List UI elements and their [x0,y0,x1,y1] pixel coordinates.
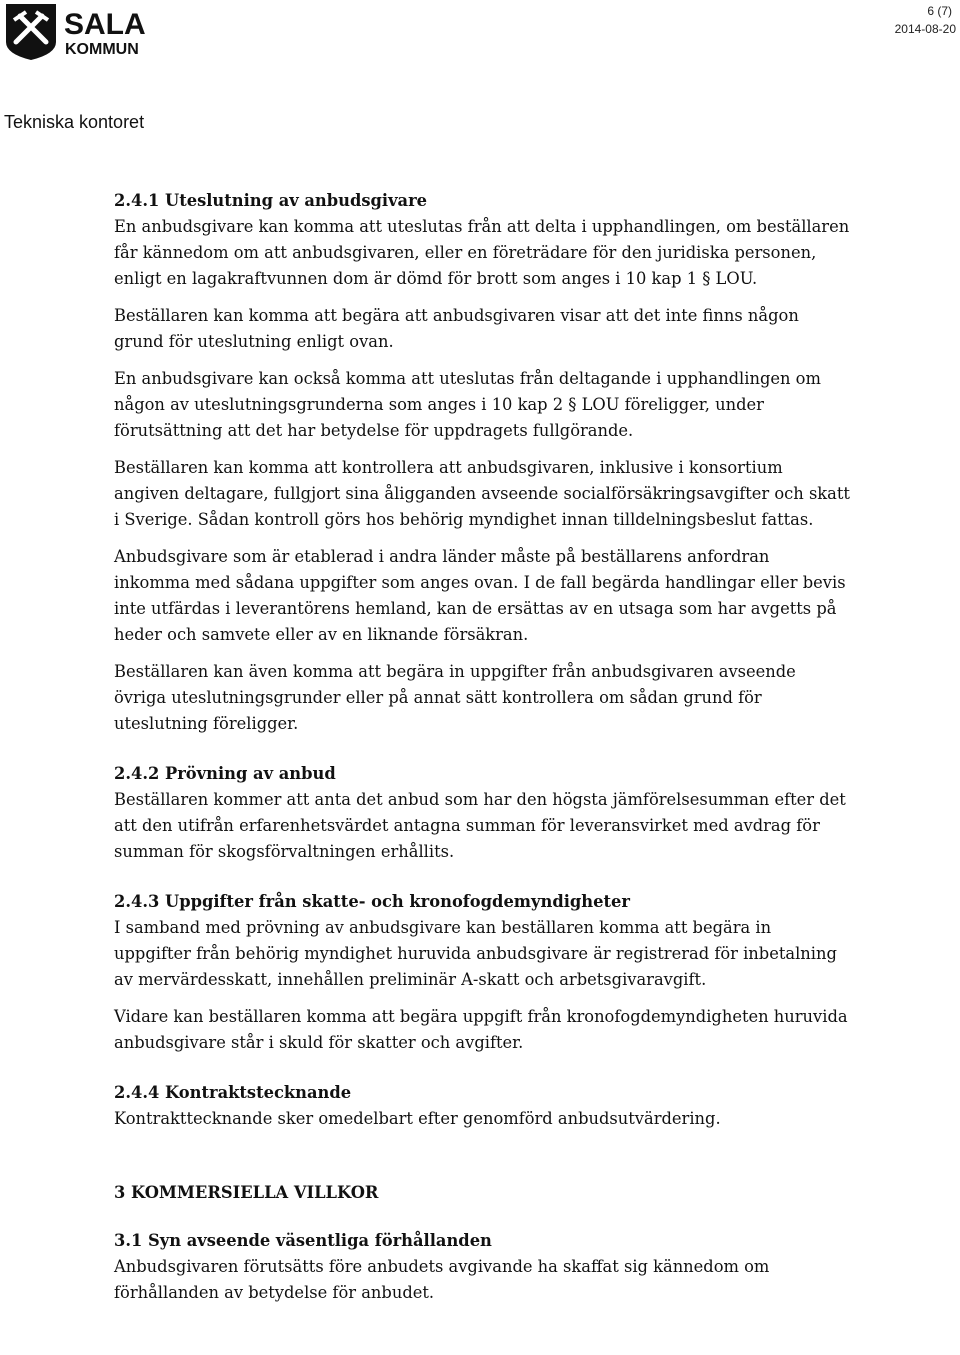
page-number: 6 (7) [927,4,952,18]
logo-sala-text: SALA [64,8,146,41]
logo-kommun-text: KOMMUN [65,41,139,58]
document-date: 2014-08-20 [894,22,956,36]
logo-emblem-icon [4,2,154,62]
paragraph: Beställaren kommer att anta det anbud som har den högsta jämförelsesumman efter det att den utifrån erfarenhetsvärdet antagna summan för leveransvirket med avdrag för summan för skogsförvaltningen erhållits. [114,790,846,861]
paragraph: Beställaren kan komma att kontrollera att anbudsgivaren, inklusive i konsortium angiven deltagare, fullgjort sina åligganden avseende socialförsäkringsavgifter och skatt i Sverige. Sådan kontroll görs hos behörig myndighet innan tilldelningsbeslut fattas. [114,458,850,529]
heading-2-4-4: 2.4.4 Kontraktstecknande [114,1083,352,1102]
paragraph: Kontrakttecknande sker omedelbart efter genomförd anbudsutvärdering. [114,1109,721,1128]
paragraph: Beställaren kan komma att begära att anbudsgivaren visar att det inte finns någon grund för uteslutning enligt ovan. [114,306,799,351]
paragraph: En anbudsgivare kan komma att uteslutas från att delta i upphandlingen, om beställaren får kännedom om att anbudsgivaren, eller en företrädare för den juridiska personen, enligt en lagakraftvunnen dom är dömd för brott som anges i 10 kap 1 § LOU. [114,217,850,288]
paragraph: Anbudsgivaren förutsätts före anbudets avgivande ha skaffat sig kännedom om förhållanden av betydelse för anbudet. [114,1257,770,1302]
heading-2-4-3: 2.4.3 Uppgifter från skatte- och kronofogdemyndigheter [114,892,630,911]
paragraph: Beställaren kan även komma att begära in uppgifter från anbudsgivaren avseende övriga uteslutningsgrunder eller på annat sätt kontrollera om sådan grund för uteslutning föreligger. [114,662,796,733]
sala-kommun-logo [4,2,154,62]
heading-2-4-2: 2.4.2 Prövning av anbud [114,764,336,783]
paragraph: En anbudsgivare kan också komma att uteslutas från deltagande i upphandlingen om någon av uteslutningsgrunderna som anges i 10 kap 2 § LOU föreligger, under förutsättning att det har betydelse för uppdragets fullgörande. [114,369,821,440]
heading-3-1: 3.1 Syn avseende väsentliga förhållanden [114,1231,492,1250]
paragraph: Anbudsgivare som är etablerad i andra länder måste på beställarens anfordran inkomma med sådana uppgifter som anges ovan. I de fall begärda handlingar eller bevis inte utfärdas i leverantörens hemland, kan de ersättas av en utsaga som har avgetts på heder och samvete eller av en liknande försäkran. [114,547,846,644]
document-body [114,188,850,1317]
heading-2-4-1: 2.4.1 Uteslutning av anbudsgivare [114,191,428,210]
paragraph: I samband med prövning av anbudsgivare kan beställaren komma att begära in uppgifter från behörig myndighet huruvida anbudsgivare är registrerad för inbetalning av mervärdesskatt, innehållen preliminär A-skatt och arbetsgivaravgift. [114,918,837,989]
department-name: Tekniska kontoret [4,112,145,132]
heading-3: 3 KOMMERSIELLA VILLKOR [114,1183,379,1202]
paragraph: Vidare kan beställaren komma att begära uppgift från kronofogdemyndigheten huruvida anbudsgivare står i skuld för skatter och avgifter. [114,1007,848,1052]
